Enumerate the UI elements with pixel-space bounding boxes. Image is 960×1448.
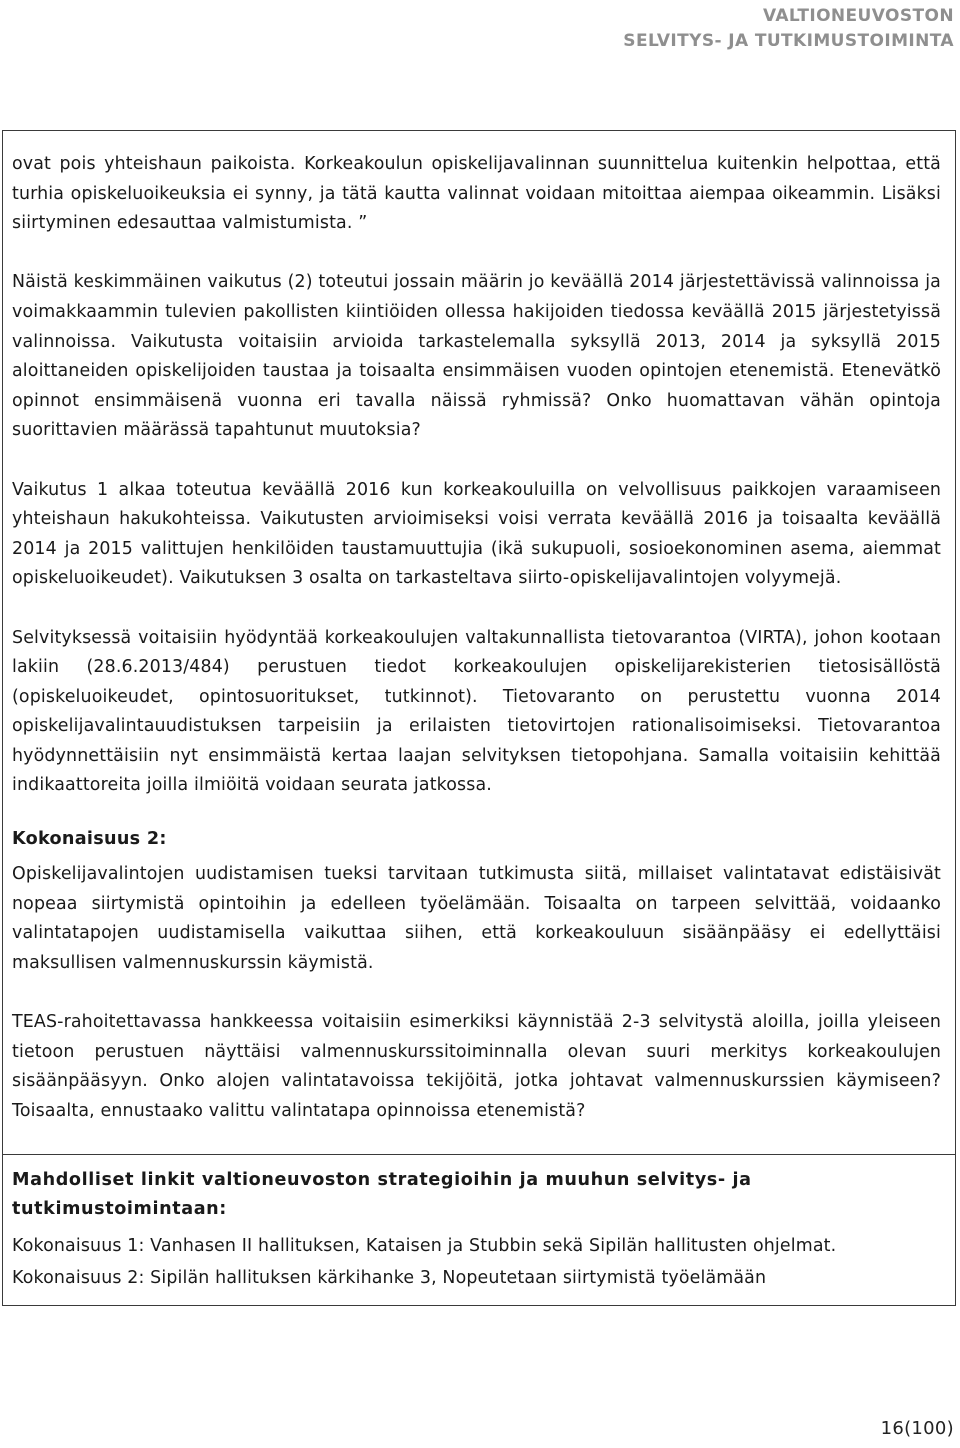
paragraph-2: Näistä keskimmäinen vaikutus (2) toteutui jossain määrin jo keväällä 2014 järjestettävissä valinnoissa ja voimakkaammin tulevien pakollisten kiintiöiden ollessa hakijoiden tiedossa keväällä 2015 järjestetyissä valinnoissa. Vaikutusta voitaisiin arvioida tarkastelemalla syksyllä 2013, 2014 ja syksyllä 2015 aloittaneiden opiskelijoiden taustaa ja toisaalta ensimmäisen vuoden opintojen etenemistä. Etenevätkö opinnot ensimmäisenä vuonna eri tavalla näissä ryhmissä? Onko huomattavan vähän opintoja suorittavien määrässä tapahtunut muutoksia? <box>12 272 941 441</box>
links-item-1: Kokonaisuus 1: Vanhasen II hallituksen, Kataisen ja Stubbin sekä Sipilän hallitusten ohjelmat. <box>12 1236 837 1256</box>
links-section <box>12 1166 941 1300</box>
links-item-2: Kokonaisuus 2: Sipilän hallituksen kärkihanke 3, Nopeutetaan siirtymistä työelämään <box>12 1268 767 1288</box>
main-content <box>12 150 941 1156</box>
kokonaisuus-2-heading: Kokonaisuus 2: <box>12 828 167 849</box>
kokonaisuus-2-paragraph-2: TEAS-rahoitettavassa hankkeessa voitaisiin esimerkiksi käynnistää 2-3 selvitystä aloilla, joilla yleiseen tietoon perustuen näyttäisi valmennuskurssitoiminnalla olevan suuri merkitys korkeakoulujen sisäänpääsyyn. Onko alojen valintatavoissa tekijöitä, jotka johtavat valmennuskurssien käymiseen? Toisaalta, ennustaako valittu valintatapa opinnoissa etenemistä? <box>12 1012 941 1121</box>
section-divider <box>2 1154 956 1155</box>
document-header <box>623 4 954 54</box>
paragraph-1: ovat pois yhteishaun paikoista. Korkeakoulun opiskelijavalinnan suunnittelua kuitenkin helpottaa, että turhia opiskeluoikeuksia ei synny, ja tätä kautta valinnat voidaan mitoittaa aiempaa oikeammin. Lisäksi siirtyminen edesauttaa valmistumista. ” <box>12 154 941 234</box>
page-number: 16(100) <box>880 1418 954 1439</box>
header-line-1: VALTIONEUVOSTON <box>762 6 954 26</box>
links-heading: Mahdolliset linkit valtioneuvoston strategioihin ja muuhun selvitys- ja tutkimustoimintaan: <box>12 1170 752 1219</box>
header-line-2: SELVITYS- JA TUTKIMUSTOIMINTA <box>623 31 954 51</box>
paragraph-4: Selvityksessä voitaisiin hyödyntää korkeakoulujen valtakunnallista tietovarantoa (VIRTA), johon kootaan lakiin (28.6.2013/484) perustuen tiedot korkeakoulujen opiskelijarekisterien tietosisällöstä (opiskeluoikeudet, opintosuoritukset, tutkinnot). Tietovaranto on perustettu vuonna 2014 opiskelijavalintauudistuksen tarpeisiin ja erilaisten tietovirtojen rationalisoimiseksi. Tietovarantoa hyödynnettäisiin nyt ensimmäistä kertaa laajan selvityksen tietopohjana. Samalla voitaisiin kehittää indikaattoreita joilla ilmiöitä voidaan seurata jatkossa. <box>12 627 941 796</box>
kokonaisuus-2-paragraph-1: Opiskelijavalintojen uudistamisen tueksi tarvitaan tutkimusta siitä, millaiset valintatavat edistäisivät nopeaa siirtymistä opintoihin ja edelleen työelämään. Toisaalta on tarpeen selvittää, voidaanko valintatapojen uudistamisella vaikuttaa siihen, että korkeakouluun sisäänpääsy ei edellyttäisi maksullisen valmennuskurssin käymistä. <box>12 864 941 974</box>
paragraph-3: Vaikutus 1 alkaa toteutua keväällä 2016 kun korkeakouluilla on velvollisuus paikkojen varaamiseen yhteishaun hakukohteissa. Vaikutusten arvioimiseksi voisi verrata keväällä 2016 ja toisaalta keväällä 2014 ja 2015 valittujen henkilöiden taustamuuttujia (ikä sukupuoli, sosioekonominen asema, aiemmat opiskeluoikeudet). Vaikutuksen 3 osalta on tarkasteltava siirto-opiskelijavalintojen volyymejä. <box>12 479 941 589</box>
